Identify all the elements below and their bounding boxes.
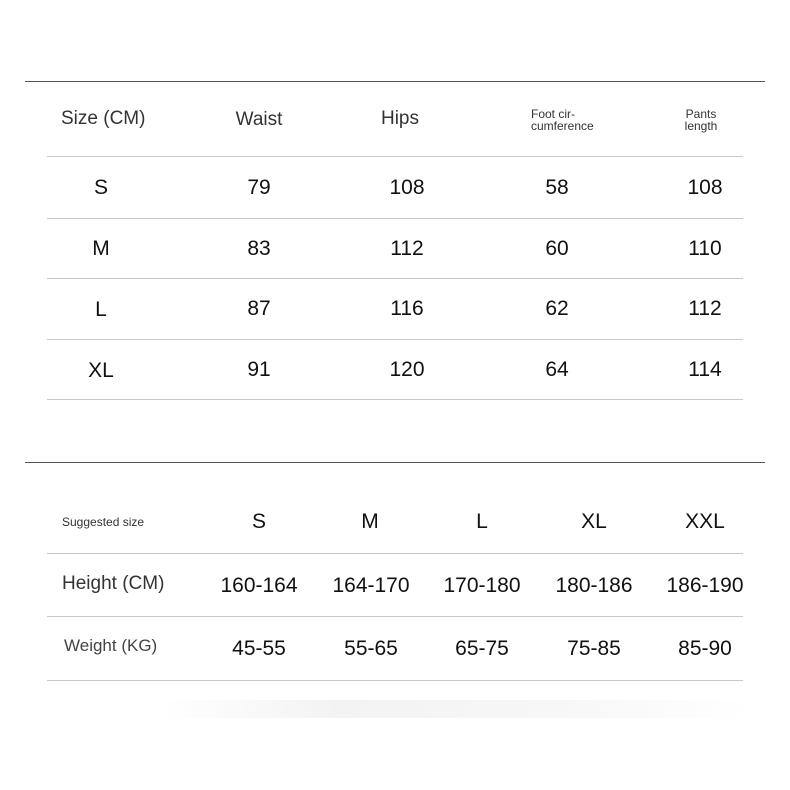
height-cell: 180-186 xyxy=(555,574,633,597)
row-divider xyxy=(47,339,743,340)
row-divider xyxy=(47,553,743,554)
header-suggested-size: Suggested size xyxy=(62,515,145,529)
table-top-rule xyxy=(25,462,765,463)
waist-cell: 91 xyxy=(247,358,271,381)
weight-cell: 75-85 xyxy=(567,637,621,660)
header-hips: Hips xyxy=(380,108,420,129)
size-cell: S xyxy=(93,176,109,199)
hips-cell: 108 xyxy=(389,176,425,199)
weight-label: Weight (KG) xyxy=(64,636,158,655)
weight-cell: 45-55 xyxy=(232,637,286,660)
length-cell: 110 xyxy=(688,237,722,260)
header-waist: Waist xyxy=(235,109,283,130)
size-cell: XL xyxy=(88,359,114,382)
length-cell: 112 xyxy=(688,297,722,320)
height-cell: 170-180 xyxy=(443,574,521,597)
weight-cell: 65-75 xyxy=(455,637,509,660)
height-label: Height (CM) xyxy=(62,573,165,594)
length-cell: 114 xyxy=(688,358,722,381)
waist-cell: 79 xyxy=(247,176,271,199)
size-heading-xxl: XXL xyxy=(685,510,725,533)
row-divider xyxy=(47,278,743,279)
row-divider xyxy=(47,156,743,157)
foot-cell: 58 xyxy=(545,176,569,199)
length-cell: 108 xyxy=(687,176,723,199)
size-heading-s: S xyxy=(251,510,267,533)
weight-cell: 55-65 xyxy=(344,637,398,660)
height-cell: 186-190 xyxy=(666,574,744,597)
foot-cell: 64 xyxy=(545,358,569,381)
weight-cell: 85-90 xyxy=(678,637,732,660)
row-divider xyxy=(47,680,743,681)
faded-footer-artifact xyxy=(160,700,750,718)
height-cell: 160-164 xyxy=(220,574,298,597)
foot-cell: 60 xyxy=(545,237,569,260)
table-top-rule xyxy=(25,81,765,82)
hips-cell: 112 xyxy=(390,237,424,260)
header-pants-length: Pants length xyxy=(684,107,718,133)
size-heading-l: L xyxy=(476,510,488,533)
height-cell: 164-170 xyxy=(332,574,410,597)
foot-cell: 62 xyxy=(545,297,569,320)
header-foot-circumference: Foot cir- cumference xyxy=(531,107,594,133)
size-cell: L xyxy=(95,298,107,321)
hips-cell: 120 xyxy=(389,358,425,381)
row-divider xyxy=(47,218,743,219)
size-heading-xl: XL xyxy=(581,510,607,533)
waist-cell: 87 xyxy=(247,297,271,320)
hips-cell: 116 xyxy=(390,297,424,320)
header-size: Size (CM) xyxy=(61,108,146,129)
size-cell: M xyxy=(92,237,110,260)
row-divider xyxy=(47,399,743,400)
row-divider xyxy=(47,616,743,617)
waist-cell: 83 xyxy=(247,237,271,260)
size-heading-m: M xyxy=(361,510,379,533)
